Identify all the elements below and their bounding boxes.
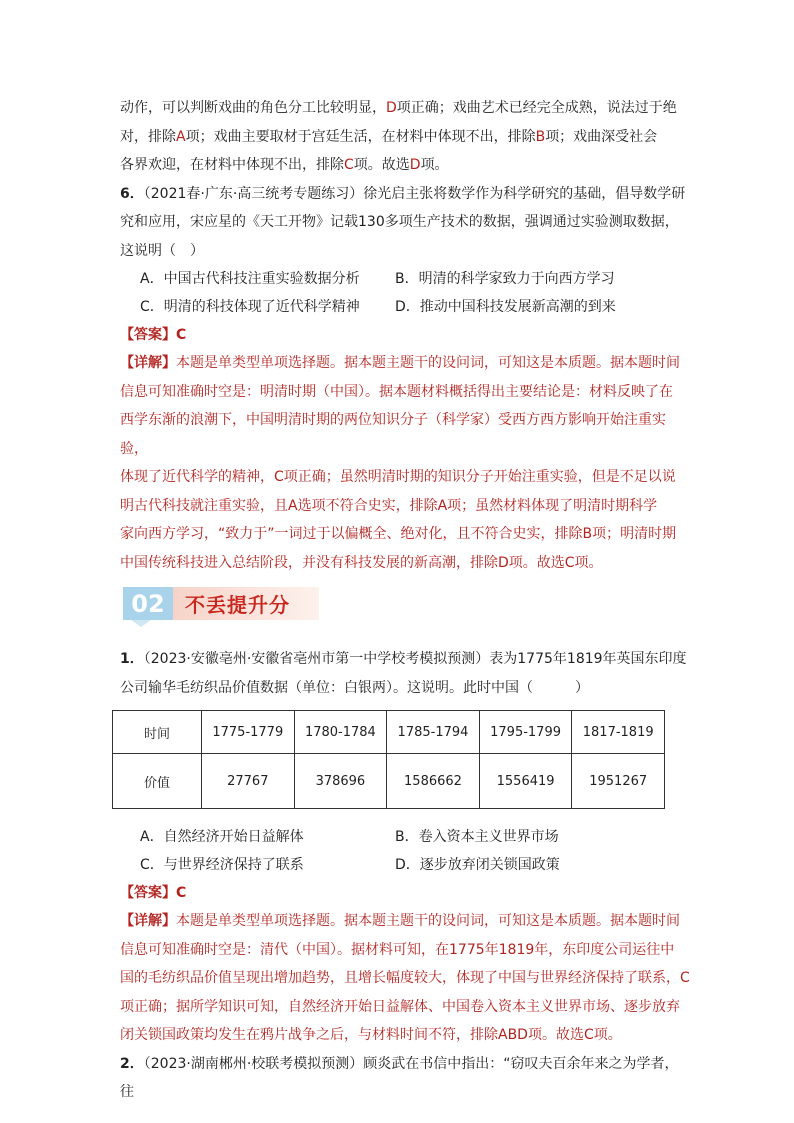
q6-detail-line-3: 西学东渐的浪潮下，中国明清时期的两位知识分子（科学家）受西方西方影响开始注重实验，: [120, 412, 666, 457]
q6-title-line-3: 这说明（ ）: [120, 242, 204, 259]
q6-detail-line-4: 体现了近代科学的精神，C项正确；虽然明清时期的知识分子开始注重实验，但是不足以说: [120, 469, 676, 485]
section-banner: [123, 587, 690, 627]
table-row: [113, 711, 665, 754]
table-row: [113, 754, 665, 809]
q6-detail-line-6: 家向西方学习，“致力于”一词过于以偏概全、绝对化，且不符合史实，排除B项；明清时期: [120, 526, 677, 542]
q2-title-line-1: 2．（2023·湖南郴州·校联考模拟预测）顾炎武在书信中指出：“窃叹夫百余年来之为学者，往: [120, 1055, 679, 1100]
table-cell: 1586662: [387, 754, 480, 809]
intro-line-1: 动作，可以判断戏曲的角色分工比较明显，D项正确；戏曲艺术已经完全成熟，说法过于绝: [120, 100, 677, 116]
q1-options: [120, 823, 690, 879]
q6-option-d[interactable]: D．推动中国科技发展新高潮的到来: [395, 299, 616, 315]
q1-option-c[interactable]: C．与世界经济保持了联系: [140, 857, 304, 873]
table-cell: 1795-1799: [479, 711, 572, 754]
table-cell: 1951267: [572, 754, 665, 809]
q6-option-b[interactable]: B．明清的科学家致力于向西方学习: [395, 271, 615, 287]
section-number: 02: [123, 587, 173, 620]
q6-detail-line-2: 信息可知准确时空是：明清时期（中国）。据本题材料概括得出主要结论是：材料反映了在: [120, 383, 673, 400]
q1-detail-line-3: 国的毛纺织品价值呈现出增加趋势，且增长幅度较大，体现了中国与世界经济保持了联系，C: [120, 970, 690, 986]
q6-detail-line-5: 明古代科技就注重实验，且A选项不符合史实，排除A项；虽然材料体现了明清时期科学: [120, 497, 658, 514]
table-cell: 378696: [294, 754, 387, 809]
q1-detail-line-5: 闭关锁国政策均发生在鸦片战争之后，与材料时间不符，排除ABD项。故选C项。: [120, 1027, 622, 1043]
q6-detail-line-7: 中国传统科技进入总结阶段，并没有科技发展的新高潮，排除D项。故选C项。: [120, 554, 603, 571]
intro-line-3: 各界欢迎，在材料中体现不出，排除C项。故选D项。: [120, 157, 449, 173]
section-title: 不丢提升分: [173, 587, 319, 620]
q1-title-line-2: 公司输华毛纺织品价值数据（单位：白银两）。这说明。此时中国（ ）: [120, 679, 589, 696]
q6-detail-line-1: 【详解】本题是单类型单项选择题。据本题主题干的设问词，可知这是本质题。据本题时间: [120, 355, 680, 371]
q6-options: [120, 265, 690, 321]
table-cell: 1780-1784: [294, 711, 387, 754]
q1-answer: 【答案】C: [120, 885, 187, 901]
q1-title-line-1: 1．（2023·安徽亳州·安徽省亳州市第一中学校考模拟预测）表为1775年1819年英国东印度: [120, 651, 687, 667]
q1-option-d[interactable]: D．逐步放弃闭关锁国政策: [395, 857, 560, 873]
q6-answer: 【答案】C: [120, 327, 187, 343]
page-content: [120, 94, 690, 1107]
table-header-time: 时间: [113, 711, 202, 754]
q6-option-c[interactable]: C．明清的科技体现了近代科学精神: [140, 299, 360, 315]
intro-line-2: 对，排除A项；戏曲主要取材于宫廷生活，在材料中体现不出，排除B项；戏曲深受社会: [120, 128, 658, 145]
table-cell: 1556419: [479, 754, 572, 809]
table-cell: 1817-1819: [572, 711, 665, 754]
table-cell: 27767: [202, 754, 295, 809]
q1-option-a[interactable]: A．自然经济开始日益解体: [140, 829, 304, 845]
q1-data-table: [112, 710, 665, 809]
q6-option-a[interactable]: A．中国古代科技注重实验数据分析: [140, 271, 360, 287]
q6-title-line-1: 6．（2021春·广东·高三统考专题练习）徐光启主张将数学作为科学研究的基础，倡导数学研: [120, 185, 686, 202]
table-header-value: 价值: [113, 754, 202, 809]
table-cell: 1775-1779: [202, 711, 295, 754]
q6-title-line-2: 究和应用，宋应星的《天工开物》记载130多项生产技术的数据，强调通过实验测取数据，: [120, 214, 679, 230]
q1-detail-line-4: 项正确；据所学知识可知，自然经济开始日益解体、中国卷入资本主义世界市场、逐步放弃: [120, 998, 680, 1015]
q1-detail-line-1: 【详解】本题是单类型单项选择题。据本题主题干的设问词，可知这是本质题。据本题时间: [120, 913, 680, 929]
q1-detail-line-2: 信息可知准确时空是：清代（中国）。据材料可知，在1775年1819年，东印度公司运往中: [120, 941, 675, 958]
q1-option-b[interactable]: B．卷入资本主义世界市场: [395, 829, 559, 845]
table-cell: 1785-1794: [387, 711, 480, 754]
